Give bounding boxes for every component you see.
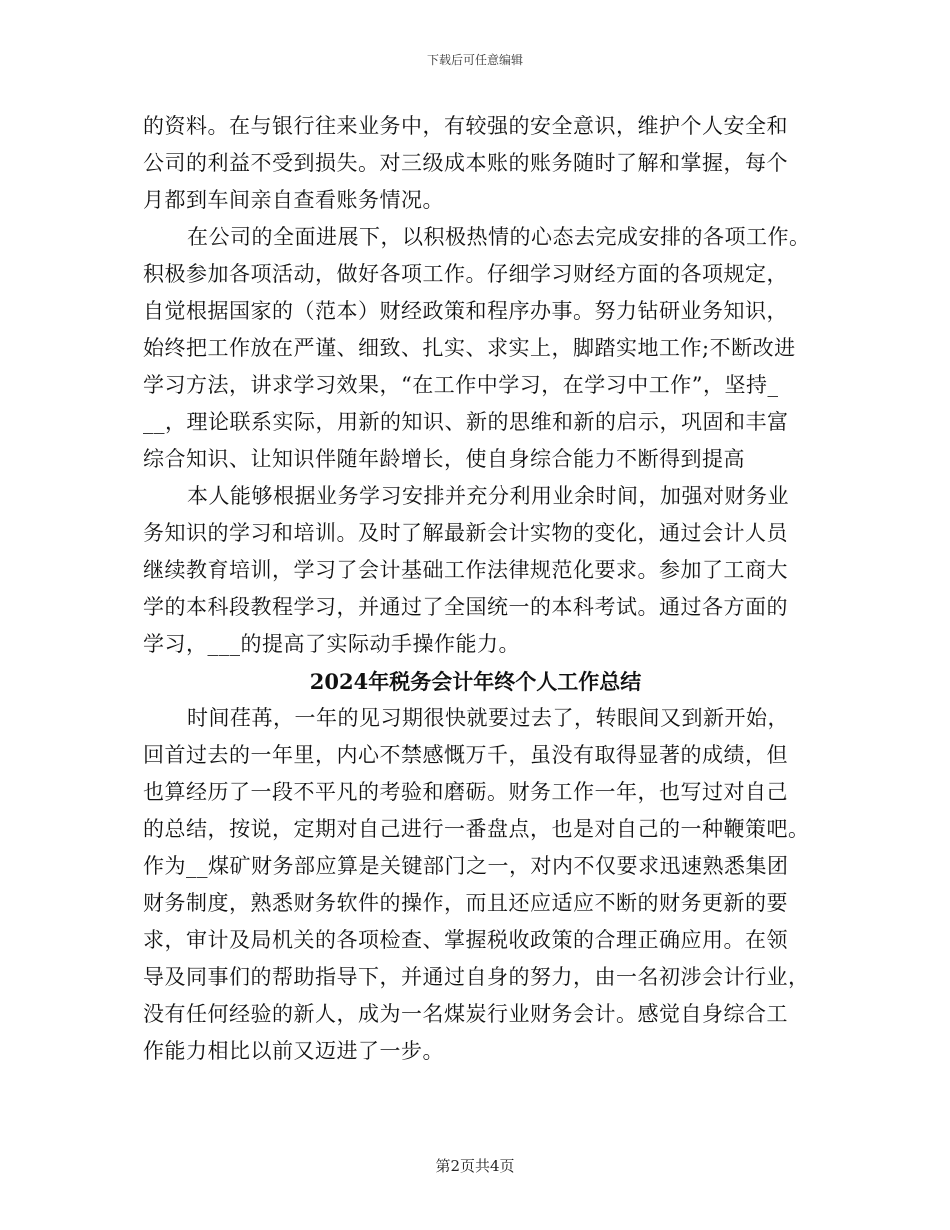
paragraph-study [143,478,808,663]
text-line: 始终把工作放在严谨、细致、扎实、求实上，脚踏实地工作;不断改进 [143,336,796,360]
paragraph-summary [143,700,808,1070]
document-title: 2024年税务会计年终个人工作总结 [309,669,642,694]
text-line: 自觉根据国家的（范本）财经政策和程序办事。努力钻研业务知识， [143,299,788,323]
text-line: 学习，___的提高了实际动手操作能力。 [143,632,520,656]
text-line: 作能力相比以前又迈进了一步。 [143,1039,444,1063]
text-line: __，理论联系实际，用新的知识、新的思维和新的启示，巩固和丰富 [143,410,789,434]
text-line: 学的本科段教程学习，并通过了全国统一的本科考试。通过各方面的 [143,595,788,619]
text-line: 的资料。在与银行往来业务中，有较强的安全意识，维护个人安全和 [143,114,788,138]
text-line: 的总结，按说，定期对自己进行一番盘点，也是对自己的一种鞭策吧。 [143,817,810,841]
text-line: 继续教育培训，学习了会计基础工作法律规范化要求。参加了工商大 [143,558,788,582]
page-number: 第2页共4页 [435,1157,515,1175]
text-line: 作为__煤矿财务部应算是关键部门之一，对内不仅要求迅速熟悉集团 [143,854,789,878]
paragraph-work-attitude [143,219,811,478]
text-line: 求，审计及局机关的各项检查、掌握税收政策的合理正确应用。在领 [143,928,788,952]
paragraph-bank-affairs [143,108,808,219]
text-line: 积极参加各项活动，做好各项工作。仔细学习财经方面的各项规定， [143,262,788,286]
page-header-note: 下载后可任意编辑 [426,53,523,67]
text-line: 回首过去的一年里，内心不禁感慨万千，虽没有取得显著的成绩，但 [143,743,788,767]
text-line: 财务制度，熟悉财务软件的操作，而且还应适应不断的财务更新的要 [143,891,788,915]
text-line: 本人能够根据业务学习安排并充分利用业余时间，加强对财务业 [187,484,789,508]
text-line: 综合知识、让知识伴随年龄增长，使自身综合能力不断得到提高 [143,447,745,471]
text-line: 导及同事们的帮助指导下，并通过自身的努力，由一名初涉会计行业， [143,965,810,989]
document-body [143,108,811,1070]
text-line: 学习方法，讲求学习效果，“在工作中学习，在学习中工作”，坚持_ [143,373,779,397]
text-line: 没有任何经验的新人，成为一名煤炭行业财务会计。感觉自身综合工 [143,1002,788,1026]
text-line: 务知识的学习和培训。及时了解最新会计实物的变化，通过会计人员 [143,521,788,545]
text-line: 也算经历了一段不平凡的考验和磨砺。财务工作一年，也写过对自己 [143,780,788,804]
text-line: 在公司的全面进展下，以积极热情的心态去完成安排的各项工作。 [187,225,811,249]
text-line: 时间荏苒，一年的见习期很快就要过去了，转眼间又到新开始， [187,706,789,730]
text-line: 月都到车间亲自查看账务情况。 [143,188,444,212]
text-line: 公司的利益不受到损失。对三级成本账的账务随时了解和掌握，每个 [143,151,788,175]
